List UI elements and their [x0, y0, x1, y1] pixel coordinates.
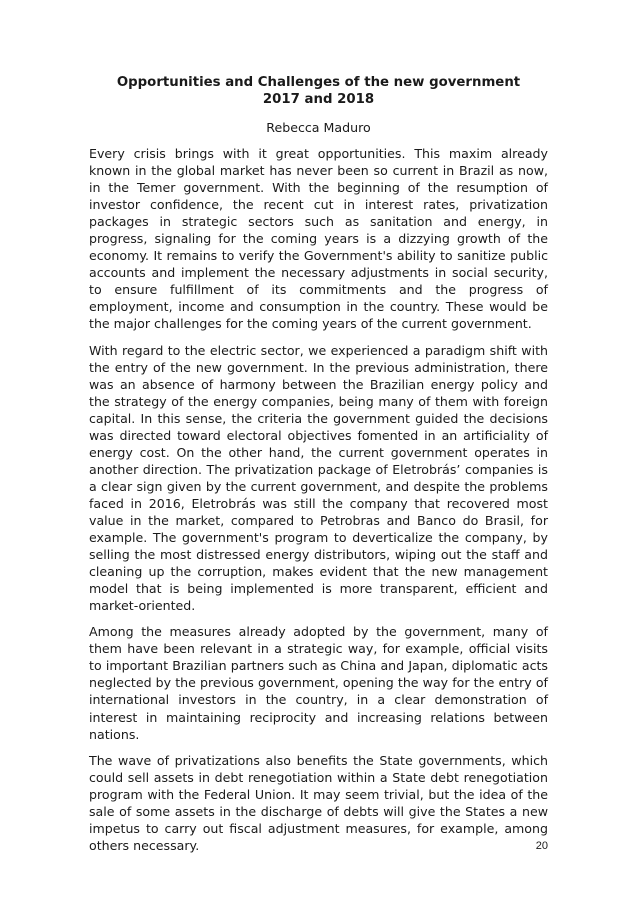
paragraph: Every crisis brings with it great opportunities. This maxim already known in the global market has never been so current in Brazil as now, in the Temer government. With the beginning of the resumption of investor confidence, the recent cut in interest rates, privatization packages in strategic sectors such as sanitation and energy, in progress, signaling for the coming years is a dizzying growth of the economy. It remains to verify the Government's ability to sanitize public accounts and implement the necessary adjustments in social security, to ensure fulfillment of its commitments and the progress of employment, income and consumption in the country. These would be the major challenges for the coming years of the current government. [89, 146, 548, 332]
article-title: Opportunities and Challenges of the new government 2017 and 2018 [116, 75, 521, 107]
paragraph: Among the measures already adopted by the government, many of them have been relevant in a strategic way, for example, official visits to important Brazilian partners such as China and Japan, diplomatic acts neglected by the previous government, opening the way for the entry of international investors in the country, in a clear demonstration of interest in maintaining reciprocity and increasing relations between nations. [89, 624, 548, 742]
article-author: Rebecca Maduro [266, 120, 371, 135]
article-body [89, 74, 548, 863]
paragraph: With regard to the electric sector, we experienced a paradigm shift with the entry of the new government. In the previous administration, there was an absence of harmony between the Brazilian energy policy and the strategy of the energy companies, being many of them with foreign capital. In this sense, the criteria the government guided the decisions was directed toward electoral objectives fomented in an artificiality of energy cost. On the other hand, the current government operates in another direction. The privatization package of Eletrobrás’ companies is a clear sign given by the current government, and despite the problems faced in 2016, Eletrobrás was still the company that recovered most value in the market, compared to Petrobras and Banco do Brasil, for example. The government's program to deverticalize the company, by selling the most distressed energy distributors, wiping out the staff and cleaning up the corruption, makes evident that the new management model that is being implemented is more transparent, efficient and market-oriented. [89, 342, 548, 614]
page-number: 20 [535, 840, 548, 852]
paragraph: The wave of privatizations also benefits the State governments, which could sell assets in debt renegotiation within a State debt renegotiation program with the Federal Union. It may seem trivial, but the idea of the sale of some assets in the discharge of debts will give the States a new impetus to carry out fiscal adjustment measures, for example, among others necessary. [89, 752, 548, 853]
